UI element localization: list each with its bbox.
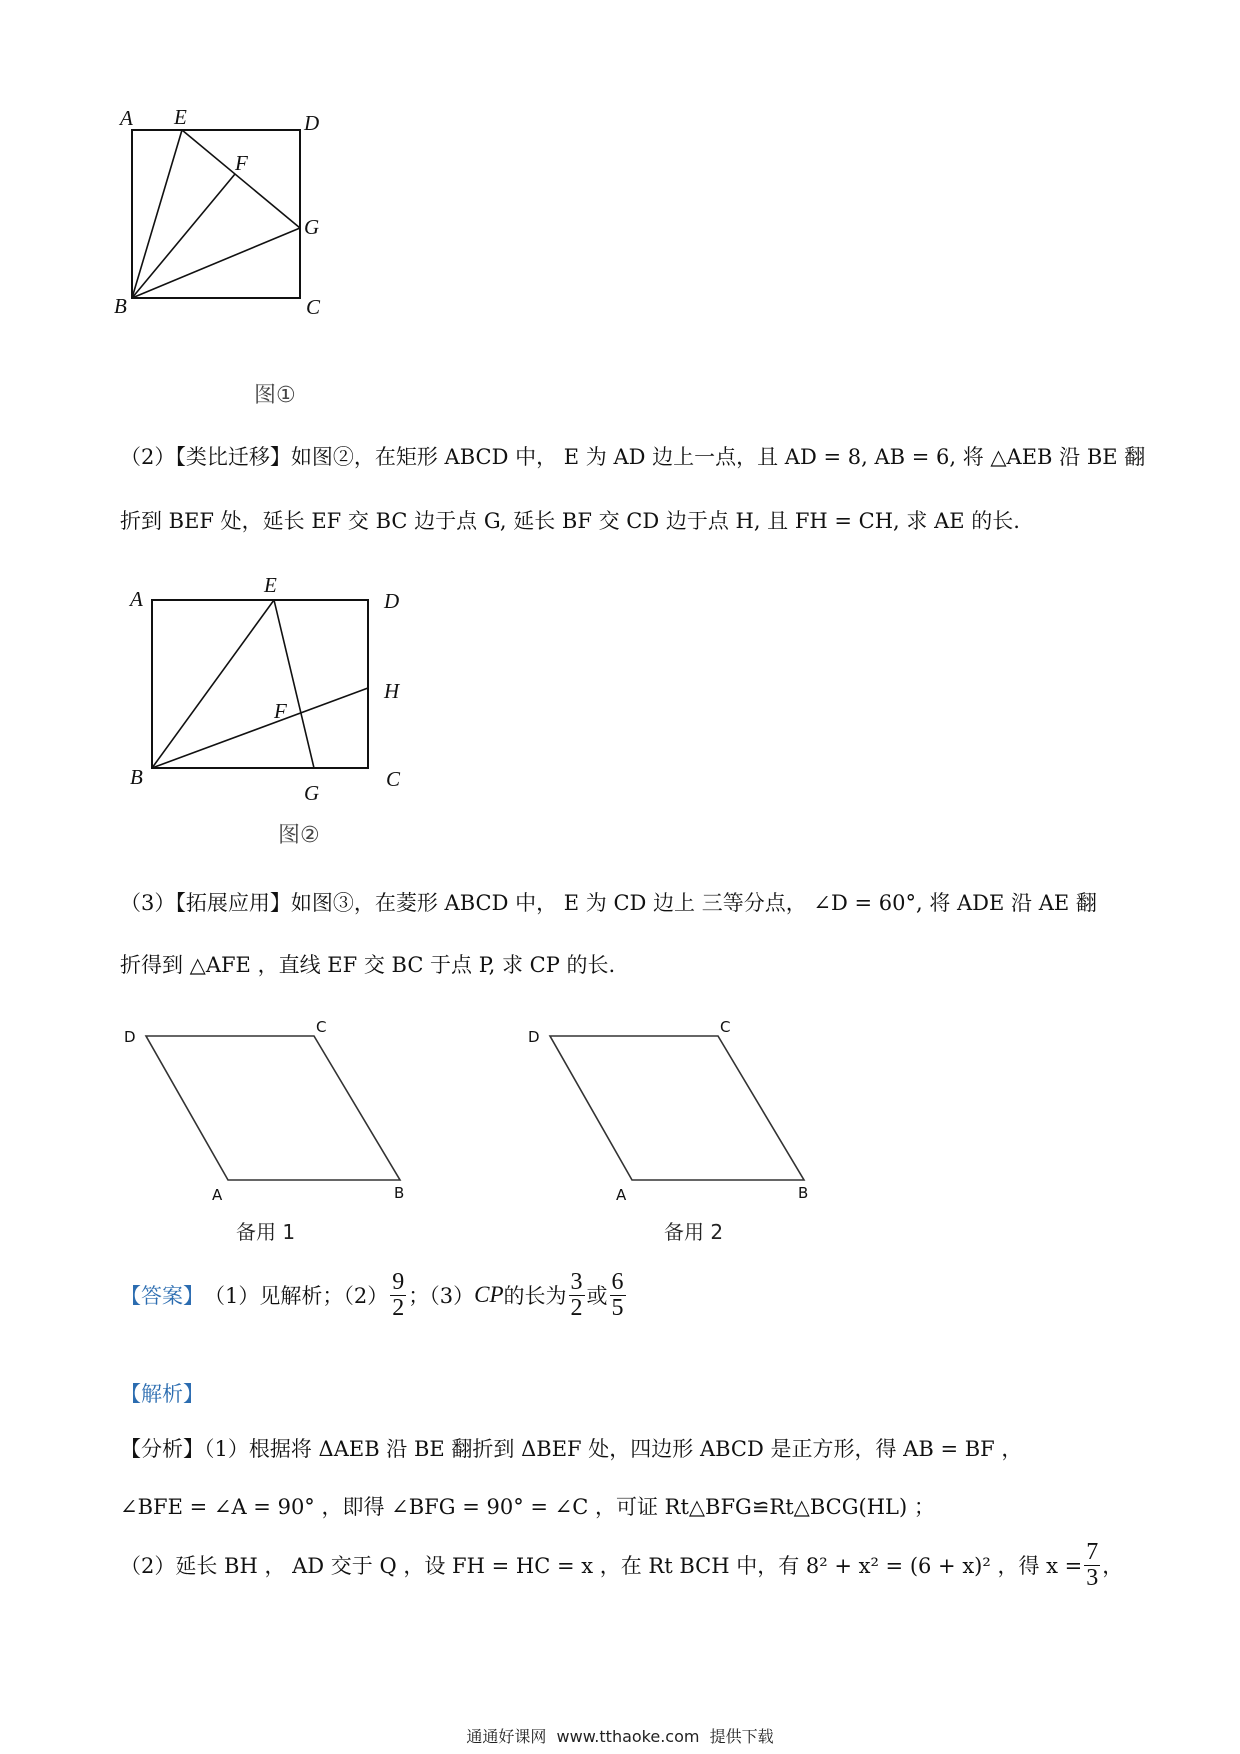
analysis-line3-end: ， <box>1102 1553 1124 1578</box>
answer-cp: CP <box>474 1282 504 1308</box>
answer-part3: 的长为 <box>503 1283 567 1308</box>
answer-line <box>120 1270 628 1321</box>
label-a: A <box>616 1186 627 1204</box>
label-d: D <box>124 1028 136 1046</box>
part2-line2: 折到 BEF 处，延长 EF 交 BC 边于点 G, 延长 BF 交 CD 边于点 H, 且 FH = CH, 求 AE 的长. <box>120 509 1020 533</box>
figure-1-caption: 图① <box>254 383 296 408</box>
label-d: D <box>304 111 320 135</box>
label-c: C <box>386 767 401 791</box>
numerator: 3 <box>570 1269 583 1295</box>
rhombus-abcd <box>146 1036 400 1180</box>
label-g: G <box>304 781 320 805</box>
answer-part1: （1）见解析；（2） <box>204 1283 389 1308</box>
answer-fraction-2 <box>569 1270 585 1321</box>
label-c: C <box>720 1018 731 1036</box>
part3-line1: （3）【拓展应用】如图③，在菱形 ABCD 中， E 为 CD 边上 三等分点， ∠D = 60°, 将 ADE 沿 AE 翻 <box>120 891 1097 915</box>
denominator: 2 <box>570 1295 583 1322</box>
label-c: C <box>316 1018 327 1036</box>
label-b: B <box>394 1184 405 1202</box>
part2-line1: （2）【类比迁移】如图②，在矩形 ABCD 中， E 为 AD 边上一点，且 AD = 8, AB = 6, 将 △AEB 沿 BE 翻 <box>120 445 1146 469</box>
analysis-fraction <box>1084 1540 1100 1591</box>
label-c: C <box>306 295 321 319</box>
label-f: F <box>235 151 248 175</box>
denominator: 5 <box>611 1295 624 1322</box>
numerator: 7 <box>1086 1539 1099 1565</box>
spare-figure-2 <box>522 1018 822 1218</box>
label-d: D <box>528 1028 540 1046</box>
figure-2 <box>120 573 430 808</box>
segment-bh <box>152 688 368 768</box>
numerator: 6 <box>611 1269 624 1295</box>
segment-be <box>132 130 182 298</box>
denominator: 3 <box>1086 1565 1099 1592</box>
label-b: B <box>130 765 143 789</box>
segment-bg <box>132 228 300 298</box>
footer-text: 通通好课网 www.tthaoke.com 提供下载 <box>466 1727 774 1746</box>
label-h: H <box>384 679 400 703</box>
label-d: D <box>384 589 400 613</box>
numerator: 9 <box>392 1269 405 1295</box>
spare-figure-2-caption: 备用 2 <box>664 1220 724 1244</box>
analysis-line2: ∠BFE = ∠A = 90° ，即得 ∠BFG = 90° = ∠C ，可证 Rt△BFG≌Rt△BCG(HL) ； <box>120 1495 935 1519</box>
label-a: A <box>120 106 133 130</box>
answer-fraction-1 <box>390 1270 406 1321</box>
analysis-line1: 【分析】（1）根据将 ΔAEB 沿 BE 翻折到 ΔBEF 处，四边形 ABCD 是正方形，得 AB = BF ， <box>120 1437 1023 1461</box>
rectangle-abcd <box>152 600 368 768</box>
analysis-line3-text: （2）延长 BH ， AD 交于 Q ，设 FH = HC = x ，在 Rt BCH 中，有 8² + x² = (6 + x)² ，得 x = <box>120 1553 1083 1578</box>
analysis-line3 <box>120 1540 1123 1591</box>
label-e: E <box>264 573 277 597</box>
answer-or: 或 <box>586 1283 608 1308</box>
part3-line2: 折得到 △AFE ，直线 EF 交 BC 于点 P, 求 CP 的长. <box>120 953 616 977</box>
label-b: B <box>798 1184 809 1202</box>
segment-bf <box>132 174 235 298</box>
label-g: G <box>304 215 320 239</box>
label-f: F <box>274 699 287 723</box>
answer-tag: 【答案】 <box>120 1283 204 1308</box>
segment-eg <box>182 130 300 228</box>
figure-2-caption: 图② <box>278 823 320 848</box>
segment-eg <box>274 600 314 768</box>
figure-1 <box>114 100 380 340</box>
label-e: E <box>174 105 187 129</box>
label-a: A <box>130 587 143 611</box>
label-a: A <box>212 1186 223 1204</box>
spare-figure-1-caption: 备用 1 <box>236 1220 296 1244</box>
analysis-tag: 【解析】 <box>120 1382 204 1406</box>
label-b: B <box>114 294 127 318</box>
answer-part2: ；（3） <box>408 1283 475 1308</box>
spare-figure-1 <box>118 1018 418 1218</box>
rhombus-abcd <box>550 1036 804 1180</box>
answer-fraction-3 <box>610 1270 626 1321</box>
segment-be <box>152 600 274 768</box>
denominator: 2 <box>392 1295 405 1322</box>
